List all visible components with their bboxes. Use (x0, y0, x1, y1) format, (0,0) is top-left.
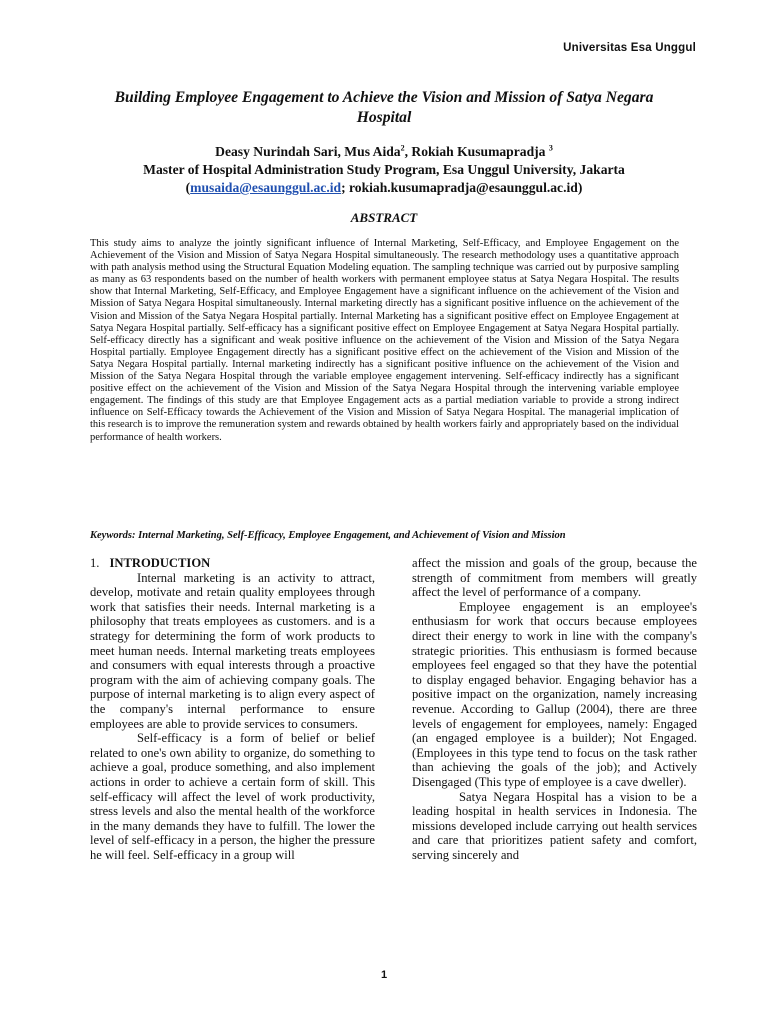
section-title: INTRODUCTION (109, 556, 211, 570)
section-heading (90, 556, 375, 571)
page-number: 1 (380, 969, 388, 981)
abstract-heading: ABSTRACT (350, 210, 418, 225)
author-block (60, 143, 708, 197)
author-3-superscript: 3 (548, 143, 553, 153)
author-2-superscript: 2 (400, 143, 405, 153)
paragraph: Satya Negara Hospital has a vision to be a leading hospital in health services in Indonesia. The missions developed include carrying out health services and care that prioritizes patient safety and comfort, serving sincerely and (412, 789, 697, 862)
left-column (90, 556, 375, 862)
right-column (412, 556, 697, 862)
affiliation: Master of Hospital Administration Study Program, Esa Unggul University, Jakarta (143, 162, 625, 177)
email-close-paren: ) (577, 180, 583, 195)
email-link-1[interactable]: musaida@esaunggul.ac.id (190, 180, 342, 195)
author-line (60, 143, 708, 161)
email-2: rokiah.kusumapradja@esaunggul.ac.id (349, 180, 578, 195)
author-name-3: Rokiah Kusumapradja (411, 144, 549, 159)
author-name-2: Mus Aida (344, 144, 401, 159)
paragraph: Employee engagement is an employee's enthusiasm for work that occurs because employees direct their energy to work in line with the company's strategic priorities. This enthusiasm is formed because employees feel engaged so that they have the potential to display engaged behavior. Engaging behavior has a positive impact on the organization, namely increasing revenue. According to Gallup (2004), there are three levels of engagement for employees, namely: Engaged (an engaged employee is a builder); Not Engaged. (Employees in this type tend to focus on the task rather than achieving the goals of the job); and Actively Disengaged (This type of employee is a cave dweller). (412, 599, 697, 789)
author-separator: , (404, 144, 412, 159)
email-line (60, 179, 708, 197)
header-institution: Universitas Esa Unggul (563, 42, 696, 54)
section-number: 1. (90, 556, 100, 570)
paragraph: Internal marketing is an activity to attract, develop, motivate and retain quality employees through work that satisfies their needs. Internal marketing is a philosophy that treats employees as customers. and is a strategy for determining the form of work products to meet human needs. Internal marketing treats employees and consumers with equal interests through a proactive program with the aim of achieving company goals. The purpose of internal marketing is to align every aspect of the company's internal performance to ensure employees are able to provide services to consumers. (90, 570, 375, 731)
paragraph: affect the mission and goals of the group, because the strength of commitment from members will greatly affect the level of performance of a company. (412, 556, 697, 600)
author-name-1: Deasy Nurindah Sari, (215, 144, 345, 159)
email-separator: ; (341, 180, 349, 195)
email-open-paren: ( (185, 180, 191, 195)
paper-title: Building Employee Engagement to Achieve the Vision and Mission of Satya Negara Hospital (114, 89, 654, 126)
abstract-text: This study aims to analyze the jointly significant influence of Internal Marketing, Self-Efficacy, and Employee Engagement on the Achievement of the Vision and Mission of Satya Negara Hospital simultaneously. The research methodology uses a quantitative approach with path analysis method using the Structural Equation Modeling equation. The sampling technique was carried out by purposive sampling as many as 63 respondents based on the number of health workers with permanent employee status at Satya Negara Hospital. The results show that Internal Marketing, Self-Efficacy, and Employee Engagement have a significant influence on the achievement of the Vision and Mission of Satya Negara Hospital simultaneously. Internal marketing directly has a significant positive influence on the achievement of the Vision and Mission of the Satya Negara Hospital partially. Internal Marketing has a significant positive effect on Employee Engagement at Satya Negara Hospital partially. Self-efficacy has a significant positive effect on Employee Engagement at Satya Negara Hospital partially. Self-efficacy directly has a significant and weak positive influence on the achievement of the Vision and Mission of the Satya Negara Hospital partially. Employee Engagement directly has a significant positive effect on the achievement of the Vision and Mission of the Satya Negara Hospital partially. Internal marketing indirectly has a significant positive influence on the achievement of the Vision and Mission of the Satya Negara Hospital through the variable employee engagement intervening. Self-efficacy indirectly has a significant positive effect on the achievement of the Vision and Mission of the Satya Negara Hospital through the intervening variable employee engagement. The findings of this study are that Employee Engagement acts as a partial mediation variable to provide a strong indirect influence on Self-Efficacy towards the Achievement of the Vision and Mission of Satya Negara Hospital. The managerial implication of this research is to improve the remuneration system and rewards obtained by health workers fairly and appropriately based on the individual performance of health workers. (90, 238, 679, 443)
paragraph: Self-efficacy is a form of belief or belief related to one's own ability to organize, do something to achieve a goal, produce something, and also implement actions in order to achieve a certain form of skill. This self-efficacy will affect the level of work productivity, stress levels and also the mental health of the workforce in the many demands they have to fulfill. The lower the level of self-efficacy in a person, the higher the pressure he will feel. Self-efficacy in a group will (90, 731, 375, 862)
keywords: Keywords: Internal Marketing, Self-Efficacy, Employee Engagement, and Achievement of Vision and Mission (90, 530, 566, 541)
